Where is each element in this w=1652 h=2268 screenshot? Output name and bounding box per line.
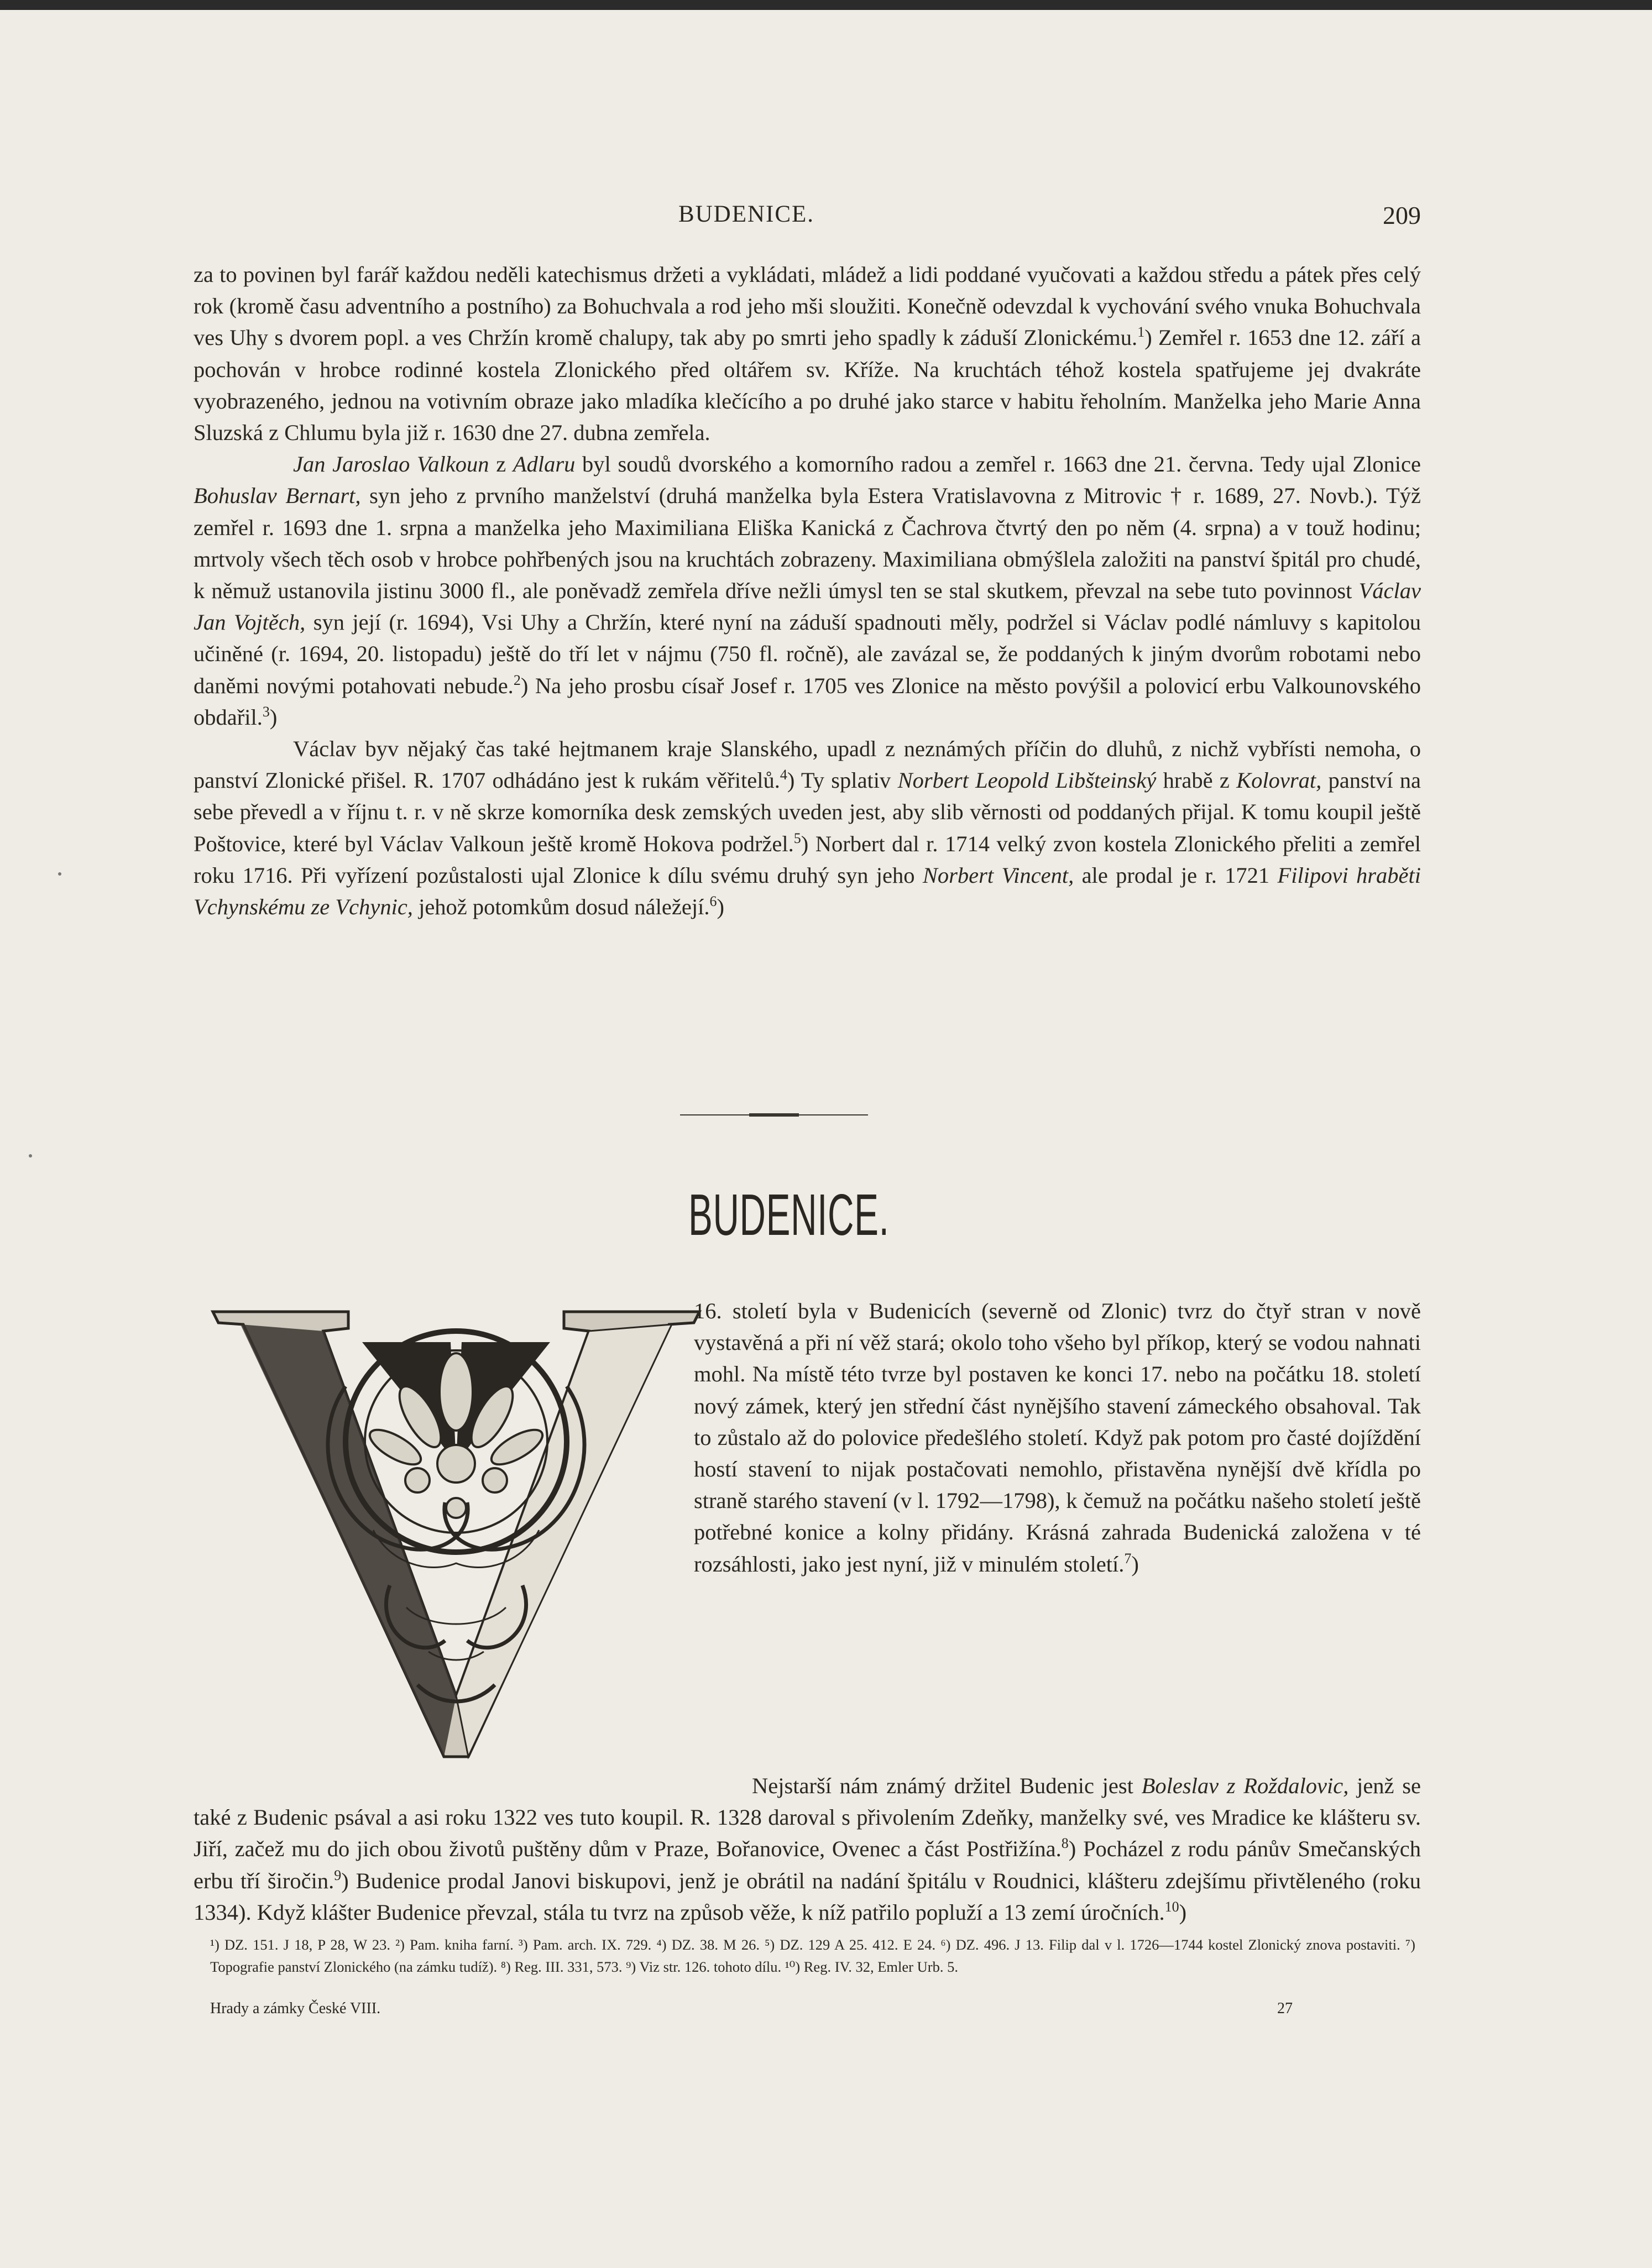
page-header — [0, 201, 1652, 239]
footnote-ref[interactable]: 7 — [1124, 1550, 1132, 1567]
section-divider — [680, 1110, 868, 1121]
sheet-number: 27 — [1277, 2000, 1293, 2017]
body-text-budenice — [194, 1770, 1421, 1928]
footnote-ref[interactable]: 4 — [780, 767, 787, 783]
scan-speck — [58, 872, 61, 876]
footnote-text: ¹) DZ. 151. J 18, P 28, W 23. ²) Pam. kniha farní. ³) Pam. arch. IX. 729. ⁴) DZ. 38. M 26. ⁵) DZ. 129 A 25. 412. E 24. ⁶) DZ. 496. J 13. Filip dal v l. 1726—1744 kostel Zlonický znova postaviti. ⁷) Topografie panství Zlonického (na zámku tudíž). ⁸) Reg. III. 331, 573. ⁹) Viz str. 126. tohoto dílu. ¹⁰) Reg. IV. 32, Emler Urb. 5. — [210, 1936, 1415, 1975]
section-title: BUDENICE. — [688, 1182, 890, 1248]
body-text-top — [194, 259, 1421, 923]
footnote-ref[interactable]: 9 — [334, 1867, 342, 1883]
footnote-ref[interactable]: 10 — [1164, 1898, 1179, 1915]
ornamental-initial-v — [207, 1298, 705, 1762]
paragraph-2: Jan Jaroslao Valkoun z Adlaru byl soudů dvorského a komorního radou a zemřel r. 1663 dne 21. června. Tedy ujal Zlonice Bohuslav Bernart, syn jeho z prvního manželství (druhá manželka byla Estera Vratislavovna z Mitrovic † r. 1689, 27. Novb.). Týž zemřel r. 1693 dne 1. srpna a manželka jeho Maximiliana Eliška Kanická z Čachrova čtvrtý den po něm (4. srpna) a v touž hodinu; mrtvoly všech těch osob v hrobce pohřbených jsou na kruchtách zobrazeny. Maximiliana obmýšlela založiti na panství špitál pro chudé, k němuž ustanovila jistinu 3000 fl., ale poněvadž zemřela dříve nežli úmysl ten se stal skutkem, převzal na sebe tuto povinnost Václav Jan Vojtěch, syn její (r. 1694), Vsi Uhy a Chržín, které nyní na záduší spadnouti měly, podržel si Václav podlé námluvy s kapitolou učiněné (r. 1694, 20. listopadu) ještě do tří let v nájmu (750 fl. ročně), ale zavázal se, že poddaných k jiným dvorům robotami nebo daněmi novými potahovati nebude.$^2$) Na jeho prosbu císař Josef r. 1705 ves Zlonice na město povýšil a polovicí erbu Valkounovského obdařil.$^3$) — [194, 452, 1421, 730]
paragraph-4: 16. století byla v Budenicích (severně od Zlonic) tvrz do čtyř stran v nově vystavěná a při ní věž stará; okolo toho všeho byl příkop, který se vodou nahnati mohl. Na místě této tvrze byl postaven ke konci 17. nebo na počátku 18. století nový zámek, který jen střední část nynějšího stavení zámeckého obsahoval. Tak to zůstalo až do polovice předešlého století. Když pak potom pro časté dojíždění hostí stavení to nijak postačovati nemohlo, přistavěna nynější dvě křídla po straně starého stavení (v l. 1792—1798), k čemuž na počátku našeho století ještě potřebné konice a kolny přidány. Krásná zahrada Budenická založena v té rozsáhlosti, jako jest nyní, již v minulém století.$^7$) — [694, 1298, 1421, 1576]
running-title: BUDENICE. — [678, 201, 815, 227]
ornament-v-icon — [207, 1298, 705, 1762]
divider-thick-line — [749, 1113, 799, 1117]
body-text-budenice-intro — [694, 1295, 1421, 1580]
footnote-ref[interactable]: 2 — [513, 672, 521, 688]
footnote-ref[interactable]: 3 — [262, 703, 270, 720]
scan-edge — [0, 0, 1652, 10]
page-number: 209 — [1383, 201, 1421, 229]
paragraph-5: Nejstarší nám známý držitel Budenic jest Boleslav z Roždalovic, jenž se také z Budenic psával a asi roku 1322 ves tuto koupil. R. 1328 daroval s přivolením Zdeňky, manželky své, ves Mradice ke klášteru sv. Jiří, začež mu do jich obou životů puštěny dům v Praze, Bořanovice, Ovenec a část Postřižína.$^8$) Pocházel z rodu pánův Smečanských erbu tří širočin.$^9$) Budenice prodal Janovi biskupovi, jenž je obrátil na nadání špitálu v Roudnici, klášteru zdejšímu přivtěleného (roku 1334). Když klášter Budenice převzal, stála tu tvrz na způsob věže, k níž patřilo popluží a 13 zemí úročních.$^{10}$) — [194, 1773, 1421, 1925]
paragraph-3: Václav byv nějaký čas také hejtmanem kraje Slanského, upadl z neznámých příčin do dluhů, z nichž vybřísti nemoha, o panství Zlonické přišel. R. 1707 odhádáno jest k rukám věřitelů.$^4$) Ty splativ Norbert Leopold Libšteinský hrabě z Kolovrat, panství na sebe převedl a v říjnu t. r. v ně skrze komorníka desk zemských uveden jest, aby slib věrnosti od poddaných přijal. K tomu koupil ještě Poštovice, které byl Václav Valkoun ještě kromě Hokova podržel.$^5$) Norbert dal r. 1714 velký zvon kostela Zlonického přeliti a zemřel roku 1716. Při vyřízení pozůstalosti ujal Zlonice k dílu svému druhý syn jeho Norbert Vincent, ale prodal je r. 1721 Filipovi hraběti Vchynskému ze Vchynic, jehož potomkům dosud náležejí.$^6$) — [194, 736, 1421, 920]
scan-speck — [29, 1154, 32, 1157]
footnote-ref[interactable]: 8 — [1061, 1835, 1069, 1852]
footnote-ref[interactable]: 6 — [709, 893, 717, 910]
printer-signature: Hrady a zámky České VIII. — [210, 2000, 381, 2017]
footnotes — [210, 1934, 1415, 1978]
footnote-ref[interactable]: 1 — [1137, 324, 1145, 341]
book-page — [0, 10, 1652, 2268]
footnote-ref[interactable]: 5 — [793, 830, 801, 846]
paragraph-1: za to povinen byl farář každou neděli katechismus držeti a vykládati, mládež a lidi poddané vyučovati a každou středu a pátek přes celý rok (kromě času adventního a postního) za Bohuchvala a rod jeho mši sloužiti. Konečně odevzdal k vychování svého vnuka Bohuchvala ves Uhy s dvorem popl. a ves Chržín kromě chalupy, tak aby po smrti jeho spadly k záduší Zlonickému.$^1$) Zemřel r. 1653 dne 12. září a pochován v hrobce rodinné kostela Zlonického před oltářem sv. Kříže. Na kruchtách téhož kostela spatřujeme jej dvakráte vyobrazeného, jednou na votivním obraze jako mladíka klečícího a po druhé jako starce v habitu řeholním. Manželka jeho Marie Anna Sluzská z Chlumu byla již r. 1630 dne 27. dubna zemřela. — [194, 262, 1421, 446]
